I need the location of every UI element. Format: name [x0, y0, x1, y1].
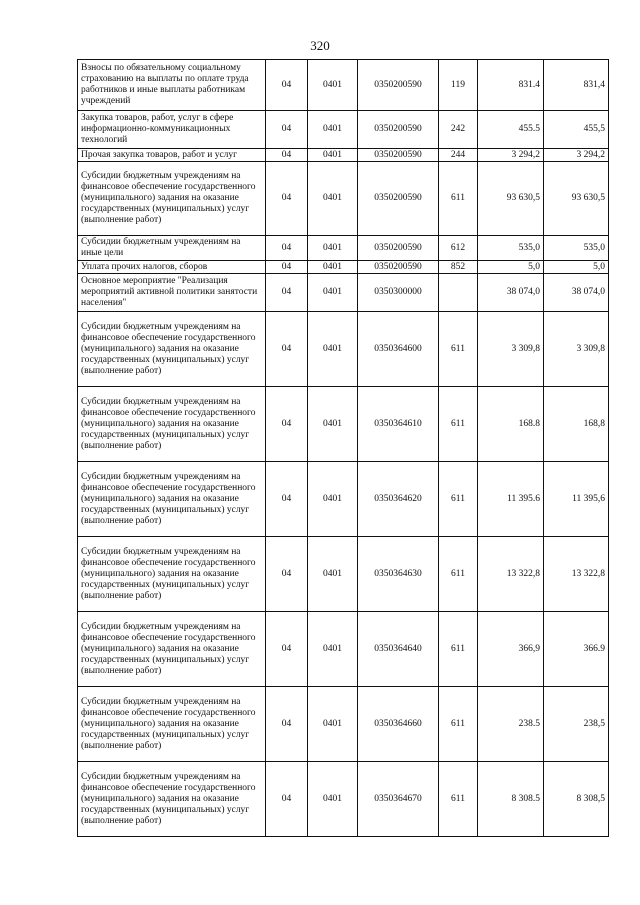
subsection-code: 0401 [308, 387, 358, 462]
amount-2: 8 308,5 [544, 762, 609, 837]
section-code: 04 [266, 162, 308, 236]
subsection-code: 0401 [308, 312, 358, 387]
expense-type-code: 611 [439, 687, 478, 762]
section-code: 04 [266, 274, 308, 312]
amount-1: 13 322,8 [478, 537, 544, 612]
amount-2: 13 322,8 [544, 537, 609, 612]
target-article-code: 0350200590 [358, 149, 439, 162]
amount-2: 3 309,8 [544, 312, 609, 387]
table-row [78, 60, 609, 111]
amount-1: 3 309,8 [478, 312, 544, 387]
target-article-code: 0350200590 [358, 111, 439, 149]
row-name: Уплата прочих налогов, сборов [78, 261, 266, 274]
expense-type-code: 119 [439, 60, 478, 111]
section-code: 04 [266, 261, 308, 274]
subsection-code: 0401 [308, 236, 358, 261]
subsection-code: 0401 [308, 149, 358, 162]
amount-2: 5,0 [544, 261, 609, 274]
section-code: 04 [266, 537, 308, 612]
section-code: 04 [266, 762, 308, 837]
subsection-code: 0401 [308, 462, 358, 537]
table-row [78, 111, 609, 149]
target-article-code: 0350364670 [358, 762, 439, 837]
target-article-code: 0350364660 [358, 687, 439, 762]
table-row [78, 162, 609, 236]
expense-type-code: 611 [439, 537, 478, 612]
amount-1: 38 074,0 [478, 274, 544, 312]
target-article-code: 0350364610 [358, 387, 439, 462]
amount-2: 238,5 [544, 687, 609, 762]
expense-type-code: 611 [439, 612, 478, 687]
subsection-code: 0401 [308, 162, 358, 236]
row-name: Субсидии бюджетным учреждениям на финансовое обеспечение государственного (муниципального) задания на оказание государственных (муниципальных) услуг (выполнение работ) [78, 612, 266, 687]
row-name: Субсидии бюджетным учреждениям на финансовое обеспечение государственного (муниципального) задания на оказание государственных (муниципальных) услуг (выполнение работ) [78, 537, 266, 612]
row-name: Субсидии бюджетным учреждениям на финансовое обеспечение государственного (муниципального) задания на оказание государственных (муниципальных) услуг (выполнение работ) [78, 312, 266, 387]
table-row [78, 387, 609, 462]
amount-1: 366,9 [478, 612, 544, 687]
amount-2: 11 395,6 [544, 462, 609, 537]
subsection-code: 0401 [308, 687, 358, 762]
expense-type-code: 612 [439, 236, 478, 261]
table-row [78, 274, 609, 312]
section-code: 04 [266, 612, 308, 687]
target-article-code: 0350200590 [358, 236, 439, 261]
amount-2: 831,4 [544, 60, 609, 111]
amount-2: 535,0 [544, 236, 609, 261]
target-article-code: 0350200590 [358, 60, 439, 111]
row-name: Субсидии бюджетным учреждениям на иные цели [78, 236, 266, 261]
section-code: 04 [266, 236, 308, 261]
amount-1: 8 308.5 [478, 762, 544, 837]
target-article-code: 0350300000 [358, 274, 439, 312]
section-code: 04 [266, 687, 308, 762]
expense-type-code [439, 274, 478, 312]
section-code: 04 [266, 312, 308, 387]
table-row [78, 149, 609, 162]
row-name: Субсидии бюджетным учреждениям на финансовое обеспечение государственного (муниципального) задания на оказание государственных (муниципальных) услуг (выполнение работ) [78, 462, 266, 537]
table-row [78, 312, 609, 387]
expense-type-code: 852 [439, 261, 478, 274]
section-code: 04 [266, 387, 308, 462]
table-row [78, 537, 609, 612]
row-name: Основное мероприятие "Реализация мероприятий активной политики занятости населения" [78, 274, 266, 312]
expense-type-code: 244 [439, 149, 478, 162]
page-number: 320 [310, 38, 330, 53]
subsection-code: 0401 [308, 60, 358, 111]
budget-table [77, 59, 609, 837]
subsection-code: 0401 [308, 111, 358, 149]
amount-1: 11 395.6 [478, 462, 544, 537]
expense-type-code: 611 [439, 462, 478, 537]
amount-1: 455.5 [478, 111, 544, 149]
section-code: 04 [266, 60, 308, 111]
amount-1: 3 294,2 [478, 149, 544, 162]
expense-type-code: 611 [439, 162, 478, 236]
amount-1: 535,0 [478, 236, 544, 261]
target-article-code: 0350364620 [358, 462, 439, 537]
subsection-code: 0401 [308, 537, 358, 612]
expense-type-code: 611 [439, 387, 478, 462]
row-name: Прочая закупка товаров, работ и услуг [78, 149, 266, 162]
amount-2: 455,5 [544, 111, 609, 149]
target-article-code: 0350200590 [358, 261, 439, 274]
expense-type-code: 611 [439, 312, 478, 387]
amount-2: 168,8 [544, 387, 609, 462]
table-row [78, 687, 609, 762]
expense-type-code: 611 [439, 762, 478, 837]
amount-1: 238.5 [478, 687, 544, 762]
target-article-code: 0350364600 [358, 312, 439, 387]
section-code: 04 [266, 462, 308, 537]
table-row [78, 462, 609, 537]
subsection-code: 0401 [308, 612, 358, 687]
target-article-code: 0350364640 [358, 612, 439, 687]
subsection-code: 0401 [308, 261, 358, 274]
amount-2: 93 630,5 [544, 162, 609, 236]
section-code: 04 [266, 149, 308, 162]
subsection-code: 0401 [308, 762, 358, 837]
subsection-code: 0401 [308, 274, 358, 312]
row-name: Взносы по обязательному социальному страхованию на выплаты по оплате труда работников и иные выплаты работникам учреждений [78, 60, 266, 111]
table-row [78, 236, 609, 261]
row-name: Субсидии бюджетным учреждениям на финансовое обеспечение государственного (муниципального) задания на оказание государственных (муниципальных) услуг (выполнение работ) [78, 762, 266, 837]
amount-1: 5,0 [478, 261, 544, 274]
amount-2: 38 074,0 [544, 274, 609, 312]
table-row [78, 762, 609, 837]
row-name: Субсидии бюджетным учреждениям на финансовое обеспечение государственного (муниципального) задания на оказание государственных (муниципальных) услуг (выполнение работ) [78, 387, 266, 462]
section-code: 04 [266, 111, 308, 149]
target-article-code: 0350364630 [358, 537, 439, 612]
target-article-code: 0350200590 [358, 162, 439, 236]
amount-2: 366.9 [544, 612, 609, 687]
row-name: Субсидии бюджетным учреждениям на финансовое обеспечение государственного (муниципального) задания на оказание государственных (муниципальных) услуг (выполнение работ) [78, 687, 266, 762]
amount-2: 3 294,2 [544, 149, 609, 162]
amount-1: 831.4 [478, 60, 544, 111]
table-row [78, 261, 609, 274]
expense-type-code: 242 [439, 111, 478, 149]
row-name: Субсидии бюджетным учреждениям на финансовое обеспечение государственного (муниципального) задания на оказание государственных (муниципальных) услуг (выполнение работ) [78, 162, 266, 236]
amount-1: 93 630,5 [478, 162, 544, 236]
table-row [78, 612, 609, 687]
row-name: Закупка товаров, работ, услуг в сфере информационно-коммуникационных технологий [78, 111, 266, 149]
amount-1: 168.8 [478, 387, 544, 462]
